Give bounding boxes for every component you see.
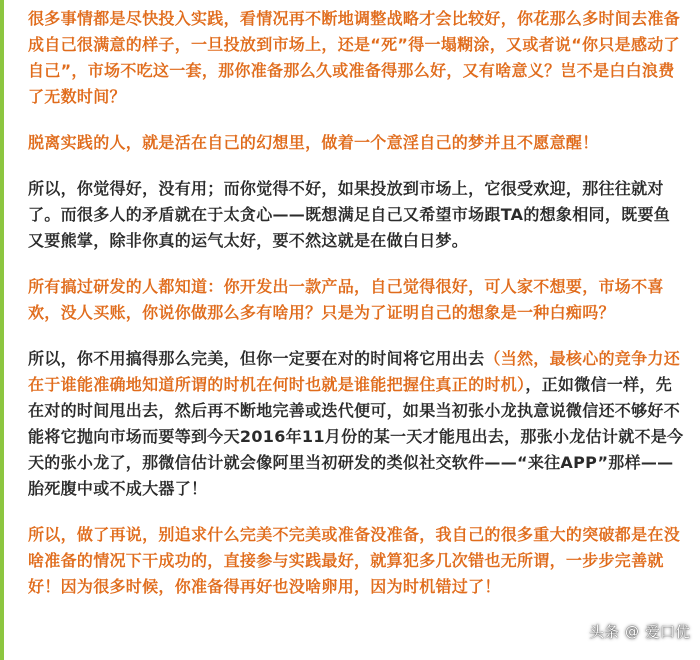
source-watermark <box>589 621 690 642</box>
paragraph-5-highlight: （当然，最核心的竞争力还在于谁能准确地知道所谓的时机在何时也就是谁能把握住真正的时机） <box>28 349 681 394</box>
paragraph-4: 所有搞过研发的人都知道：你开发出一款产品，自己觉得很好，可人家不想要，市场不喜欢，没人买账，你说你做那么多有啥用？只是为了证明自己的想象是一种白痴吗？ <box>28 277 664 322</box>
paragraph-1: 很多事情都是尽快投入实践，看情况再不断地调整战略才会比较好，你花那么多时间去准备成自己很满意的样子，一旦投放到市场上，还是“死”得一塌糊涂，又或者说“你只是感动了自己”，市场不吃这一套，那你准备那么久或准备得那么好，又有啥意义？岂不是白白浪费了无数时间？ <box>28 9 681 106</box>
paragraph-5-lead: 所以，你不用搞得那么完美，但你一定要在对的时间将它用出去 <box>28 349 485 368</box>
paragraph-2: 脱离实践的人，就是活在自己的幻想里，做着一个意淫自己的梦并且不愿意醒！ <box>28 133 599 152</box>
paragraph-5 <box>28 346 686 502</box>
separator-icon: @ <box>624 623 639 640</box>
author-name: 爱口优 <box>644 623 690 641</box>
paragraph-6: 所以，做了再说，别追求什么完美不完美或准备没准备，我自己的很多重大的突破都是在没啥准备的情况下干成功的，直接参与实践最好，就算犯多几次错也无所谓，一步步完善就好！因为很多时候，你准备得再好也没啥卵用，因为时机错过了！ <box>28 525 681 596</box>
paragraph-5-tail: ，正如微信一样，先在对的时间甩出去，然后再不断地完善或迭代便可，如果当初张小龙执意说微信还不够好不能将它抛向市场而要等到今天2016年11月份的某一天才能甩出去，那张小龙估计就不是今天的张小龙了，那微信估计就会像阿里当初研发的类似社交软件——“来往APP”那样——胎死腹中或不成大器了！ <box>28 375 684 498</box>
paragraph-3: 所以，你觉得好，没有用；而你觉得不好，如果投放到市场上，它很受欢迎，那往往就对了。而很多人的矛盾就在于太贪心——既想满足自己又希望市场跟TA的想象相同，既要鱼又要熊掌，除非你真的运气太好，要不然这就是在做白日梦。 <box>28 179 671 250</box>
toutiao-logo-text: 头条 <box>588 623 619 641</box>
